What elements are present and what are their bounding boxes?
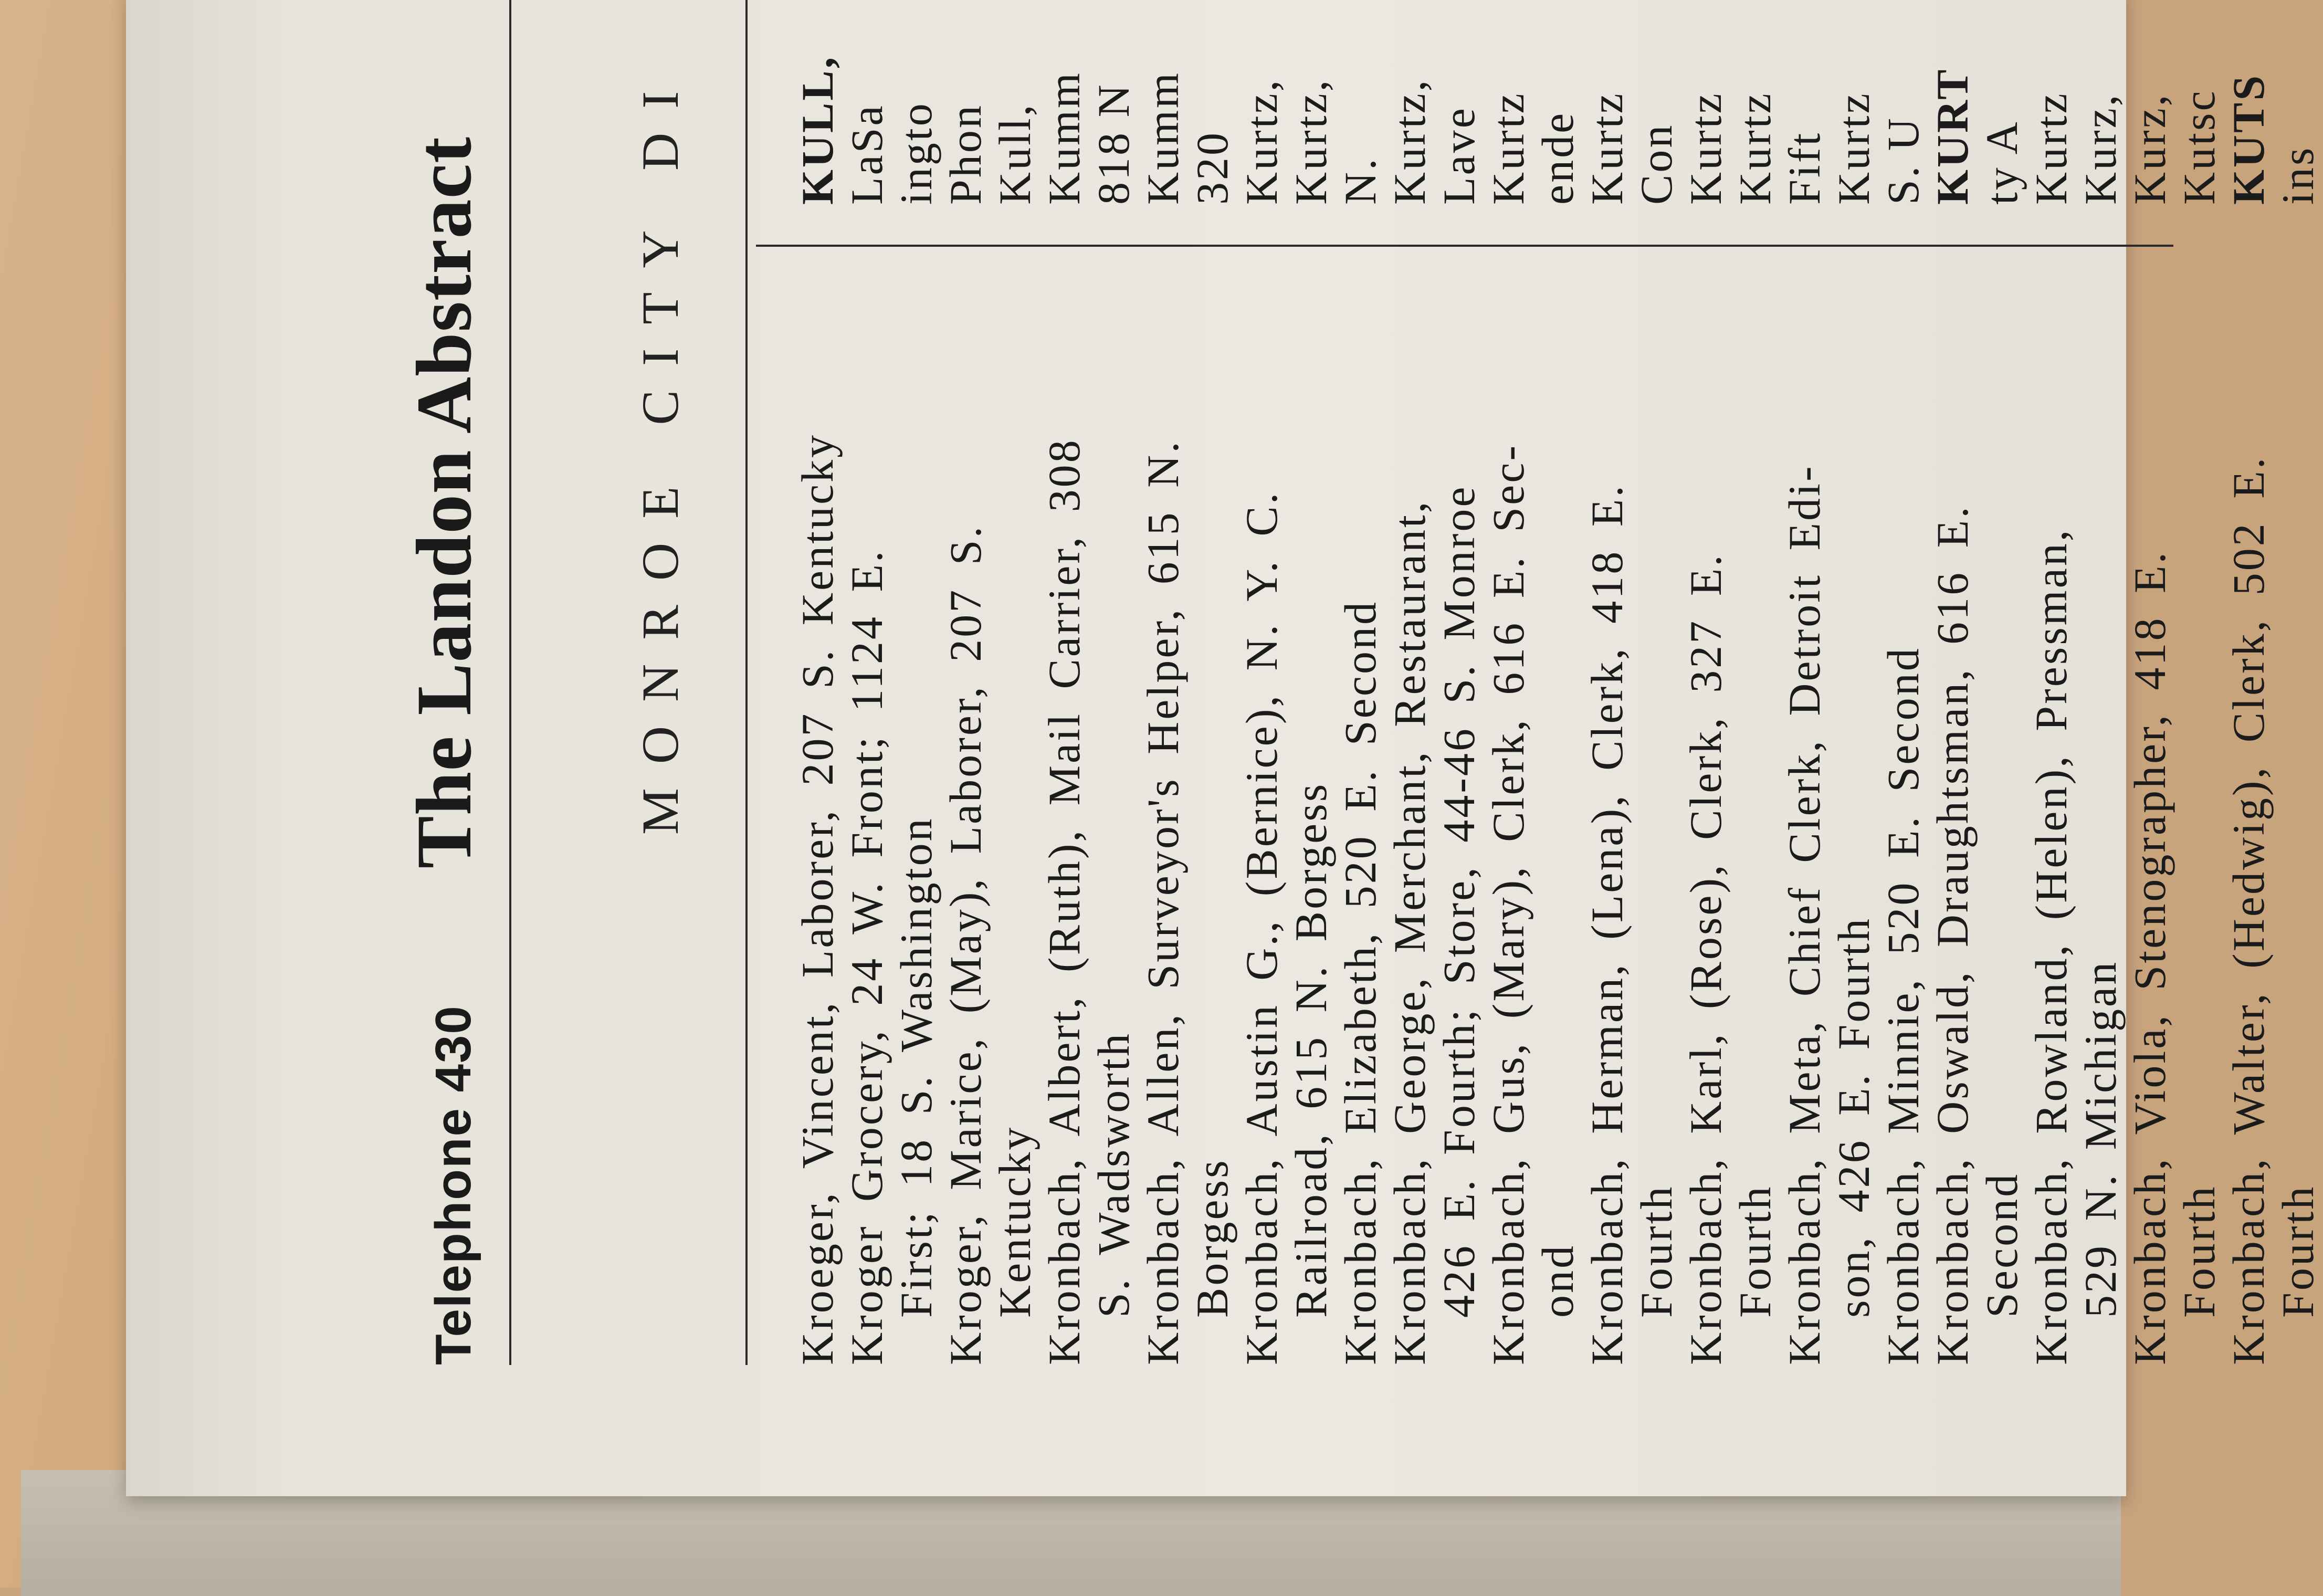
right-column-fragment: Kurtz, <box>1286 78 1336 205</box>
right-column-fragment: Kumm <box>1039 71 1089 205</box>
directory-entry <box>1780 289 1878 1365</box>
right-column-fragment: 818 N <box>1088 82 1139 205</box>
city-directory-heading: MONROE CITY DI <box>631 67 689 835</box>
entry-line: Kronbach, Walter, (Hedwig), Clerk, 502 E. <box>2223 455 2274 1365</box>
directory-entry <box>1138 289 1237 1365</box>
right-column-fragment: LaSa <box>842 103 892 205</box>
entry-continuation: Fourth <box>1730 1184 1780 1318</box>
entry-line: Kronbach, Meta, Chief Clerk, Detroit Edi- <box>1779 464 1830 1365</box>
directory-entry <box>2026 289 2125 1365</box>
entry-line: Kronbach, Herman, (Lena), Clerk, 418 E. <box>1582 484 1632 1365</box>
entry-line: Kronbach, Gus, (Mary), Clerk, 616 E. Sec- <box>1483 443 1533 1365</box>
book-page <box>126 0 2323 1496</box>
entry-line: Kronbach, Karl, (Rose), Clerk, 327 E. <box>1680 553 1731 1365</box>
right-column-fragment: Kurtz <box>1582 91 1632 205</box>
entry-line: Kroger Grocery, 24 W. Front; 1124 E. <box>842 549 892 1365</box>
directory-entry <box>2125 289 2224 1365</box>
right-column-fragment: Lave <box>1434 106 1484 205</box>
directory-entry <box>1484 289 1582 1365</box>
right-column-fragment: Kurz, <box>2075 92 2126 205</box>
directory-entry <box>1582 289 1681 1365</box>
entry-line: Kroeger, Vincent, Laborer, 207 S. Kentucky <box>792 433 843 1365</box>
entry-line: Kronbach, George, Merchant, Restaurant, <box>1384 499 1435 1365</box>
right-column-fragment: 320 <box>1187 131 1237 205</box>
entry-continuation: Kentucky <box>990 1125 1040 1318</box>
entry-line: Kronbach, Allen, Surveyor's Helper, 615 N. <box>1138 439 1188 1365</box>
entry-continuation: ond <box>1532 1244 1583 1318</box>
entry-continuation: Borgess <box>1187 1158 1237 1318</box>
entry-continuation: S. Wadsworth <box>1088 1032 1139 1318</box>
entry-continuation: Railroad, 615 N. Borgess <box>1286 782 1336 1318</box>
entry-continuation: Fourth <box>1631 1184 1681 1318</box>
page-header <box>399 0 489 1365</box>
entry-line: Kronbach, Elizabeth, 520 E. Second <box>1335 600 1385 1365</box>
right-column-fragment: Kurz, <box>2125 92 2175 205</box>
directory-entry <box>1878 289 1928 1365</box>
right-column-fragment: ende <box>1532 111 1583 205</box>
entry-line: Kronbach, Viola, Stenographer, 418 E. <box>2125 550 2175 1365</box>
entry-continuation: 426 E. Fourth; Store, 44-46 S. Monroe <box>1434 485 1484 1318</box>
entry-line: Kronbach, Minnie, 520 E. Second <box>1878 646 1928 1365</box>
right-column-fragment: Con <box>1631 123 1681 205</box>
directory-entry <box>941 289 1039 1365</box>
right-column-fragment: ty A <box>1977 120 2027 205</box>
right-column-fragment: Kurtz <box>1680 91 1731 205</box>
right-column-fragment: Kutsc <box>2174 89 2224 205</box>
right-column-fragment: Phon <box>940 103 991 205</box>
right-column-fragment: Kurtz, <box>1384 78 1435 205</box>
entry-line: Kronbach, Austin G., (Bernice), N. Y. C. <box>1236 490 1287 1365</box>
entry-line: Kroger, Marice, (May), Laborer, 207 S. <box>940 524 991 1365</box>
directory-entry <box>793 289 842 1365</box>
right-column-fragment: KUTS <box>2223 73 2274 205</box>
entry-line: Kronbach, Albert, (Ruth), Mail Carrier, 308 <box>1039 438 1089 1365</box>
right-column-fragment: Kurtz <box>1828 91 1879 205</box>
telephone-number: Telephone 430 <box>425 1005 481 1365</box>
right-column-fragment: KULL, <box>792 55 843 205</box>
directory-entry <box>1681 289 1780 1365</box>
directory-main-column <box>793 289 2322 1365</box>
entry-continuation: 529 N. Michigan <box>2075 960 2126 1318</box>
directory-entry <box>1385 289 1484 1365</box>
right-column-fragment: Kull, <box>990 102 1040 205</box>
page-content <box>126 0 2323 1496</box>
directory-entry <box>1237 289 1336 1365</box>
right-column-fragment: KURT <box>1927 67 1978 205</box>
right-column-fragment: Kurtz <box>1730 91 1780 205</box>
entry-continuation: son, 426 E. Fourth <box>1828 917 1879 1318</box>
entry-line: Kronbach, Rowland, (Helen), Pressman, <box>2026 528 2076 1365</box>
right-column-fragment: Kurtz <box>2026 91 2076 205</box>
right-column-fragment: Kurtz <box>1483 91 1533 205</box>
directory-entry <box>842 289 941 1365</box>
right-column-fragment: Kumm <box>1138 71 1188 205</box>
page-title: The Landon Abstract <box>401 136 488 869</box>
section-rule <box>745 0 748 1365</box>
entry-continuation: Fourth <box>2273 1184 2323 1318</box>
right-column-fragment: Fift <box>1779 131 1830 205</box>
directory-entry <box>2224 289 2322 1365</box>
directory-entry <box>1928 289 2026 1365</box>
entry-line: Kronbach, Oswald, Draughtsman, 616 E. <box>1927 505 1978 1365</box>
directory-entry <box>1336 289 1385 1365</box>
directory-entry <box>1039 289 1138 1365</box>
directory-right-column <box>793 0 2322 205</box>
right-column-fragment: N. <box>1335 156 1385 205</box>
entry-continuation: First; 18 S. Washington <box>891 816 941 1318</box>
right-column-fragment: S. U <box>1878 116 1928 205</box>
header-rule <box>509 0 511 1365</box>
right-column-fragment: Kurtz, <box>1236 78 1287 205</box>
right-column-fragment: ins <box>2273 145 2323 205</box>
entry-continuation: Second <box>1977 1172 2027 1318</box>
column-divider <box>756 245 2173 247</box>
right-column-fragment: ingto <box>891 101 941 205</box>
entry-continuation: Fourth <box>2174 1184 2224 1318</box>
